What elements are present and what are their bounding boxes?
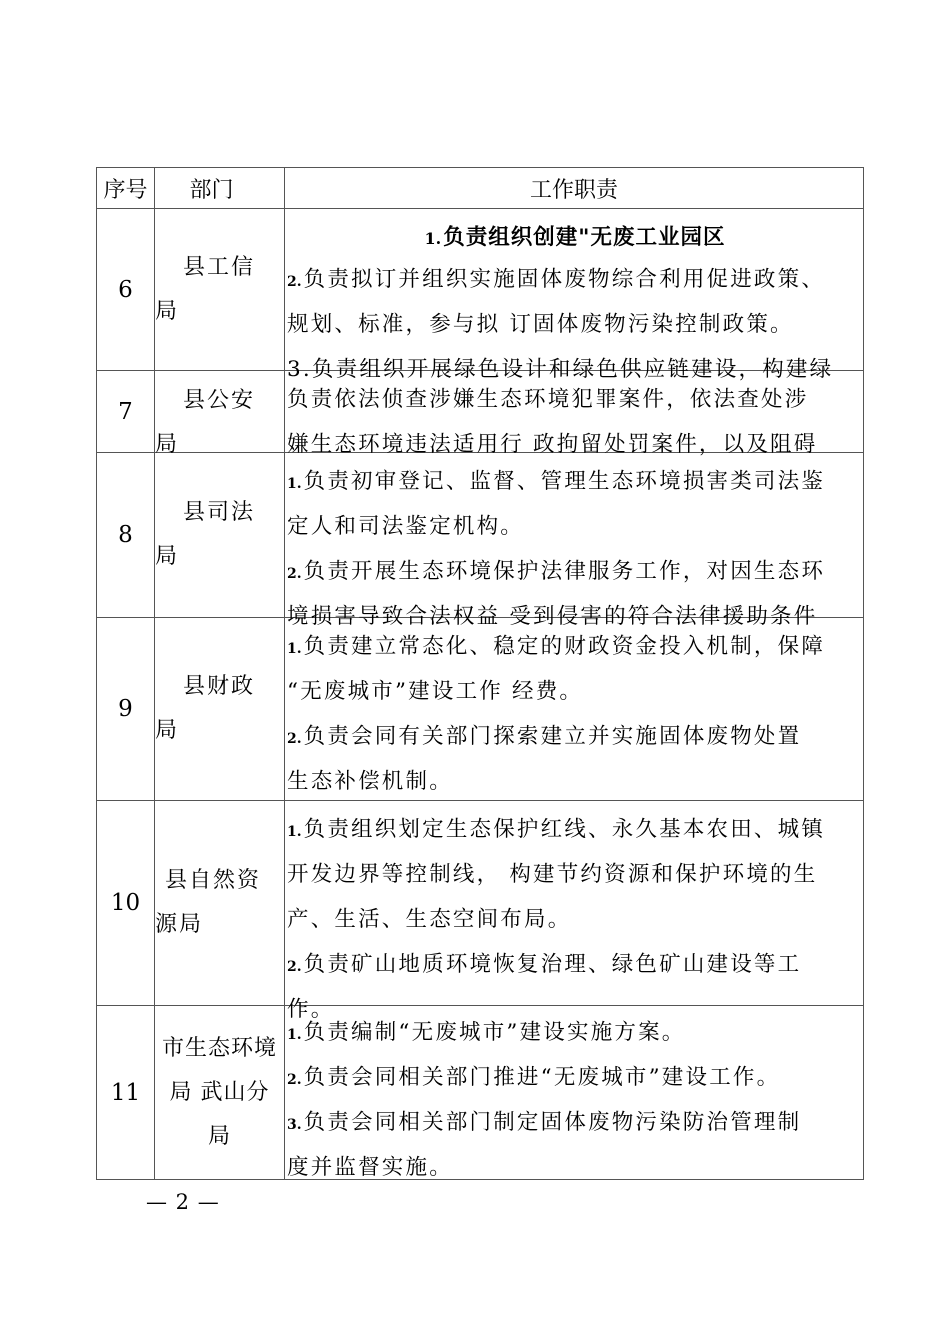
duty-line: 3.负责会同相关部门制定固体废物污染防治管理制: [287, 1110, 802, 1135]
duty-line: 规划、标准，参与拟 订固体废物污染控制政策。: [287, 312, 794, 337]
dept-name: [155, 371, 285, 457]
duty-line: 1.负责编制“无废城市”建设实施方案。: [287, 1020, 686, 1045]
duty-line: 1.负责建立常态化、稳定的财政资金投入机制，保障: [287, 634, 826, 659]
page-number: — 2 —: [146, 1190, 220, 1214]
dept-line: 局 武山分: [169, 1079, 270, 1105]
dept-line: 局: [155, 432, 180, 457]
table-row: [97, 371, 864, 453]
duty-line: 2.负责会同有关部门探索建立并实施固体废物处置: [287, 724, 802, 749]
header-dept: 部门: [155, 168, 285, 209]
table-row: [97, 618, 864, 801]
duty-line: 2.负责会同相关部门推进“无废城市”建设工作。: [287, 1065, 781, 1090]
duty-line: 2.负责拟订并组织实施固体废物综合利用促进政策、: [287, 267, 826, 292]
dept-line: 县财政: [183, 674, 256, 699]
duty-table: [96, 167, 864, 1180]
dept-line: 县公安: [183, 388, 256, 413]
row-number: 11: [97, 1006, 155, 1180]
row-number: 10: [97, 801, 155, 1006]
dept-line: 县自然资: [165, 868, 262, 893]
dept-name: [155, 209, 285, 371]
dept-line: 县工信: [183, 254, 256, 280]
duty-line: “无废城市”建设工作 经费。: [287, 679, 584, 704]
duty-line: 负责依法侦查涉嫌生态环境犯罪案件，依法查处涉: [287, 387, 809, 412]
duty-cell: [285, 209, 864, 382]
duty-line: 嫌生态环境违法适用行 政拘留处罚案件，以及阻碍: [287, 432, 818, 457]
dept-name: [155, 801, 285, 1006]
header-duty: 工作职责: [285, 168, 864, 209]
duty-line: 3.负责组织开展绿色设计和绿色供应链建设，构建绿: [287, 357, 834, 382]
table-row: [97, 801, 864, 1006]
duty-line: 1.负责初审登记、监督、管理生态环境损害类司法鉴: [287, 469, 826, 494]
row-number: 8: [97, 453, 155, 618]
duty-line: 度并监督实施。: [287, 1155, 453, 1180]
dept-line: 局: [155, 298, 180, 324]
row-number: 7: [97, 371, 155, 453]
duty-line: 开发边界等控制线， 构建节约资源和保护环境的生: [287, 862, 818, 887]
table-row: [97, 453, 864, 618]
dept-line: 源局: [155, 912, 204, 937]
dept-line: 局: [155, 544, 180, 569]
duty-line: 境损害导致合法权益 受到侵害的符合法律援助条件: [287, 604, 818, 629]
duty-line: 定人和司法鉴定机构。: [287, 514, 525, 539]
dept-name: [155, 1006, 285, 1180]
duty-line: 2.负责矿山地质环境恢复治理、绿色矿山建设等工: [287, 952, 802, 977]
dept-line: 局: [155, 718, 180, 743]
table-row: [97, 209, 864, 371]
table-row: [97, 1006, 864, 1180]
duty-line: 2.负责开展生态环境保护法律服务工作，对因生态环: [287, 559, 826, 584]
row-number: 6: [97, 209, 155, 371]
dept-line: 局: [207, 1123, 231, 1149]
duty-line: 产、生活、生态空间布局。: [287, 907, 572, 932]
header-no: 序号: [97, 168, 155, 209]
duty-line: 作。: [287, 997, 335, 1022]
row-number: 9: [97, 618, 155, 801]
duty-cell: [285, 618, 864, 801]
duty-cell: [285, 453, 864, 629]
duty-cell: [285, 801, 864, 1022]
dept-line: 县司法: [183, 500, 256, 525]
dept-line: 市生态环境: [161, 1035, 277, 1061]
dept-name: [155, 618, 285, 801]
duty-line: 生态补偿机制。: [287, 769, 453, 794]
duty-line: 1.负责组织划定生态保护红线、永久基本农田、城镇: [287, 817, 826, 842]
duty-cell: [285, 1006, 864, 1180]
table-header-row: [97, 168, 864, 209]
duty-cell: [285, 371, 864, 457]
dept-name: [155, 453, 285, 618]
duty-line: 1.负责组织创建"无废工业园区: [424, 225, 726, 250]
